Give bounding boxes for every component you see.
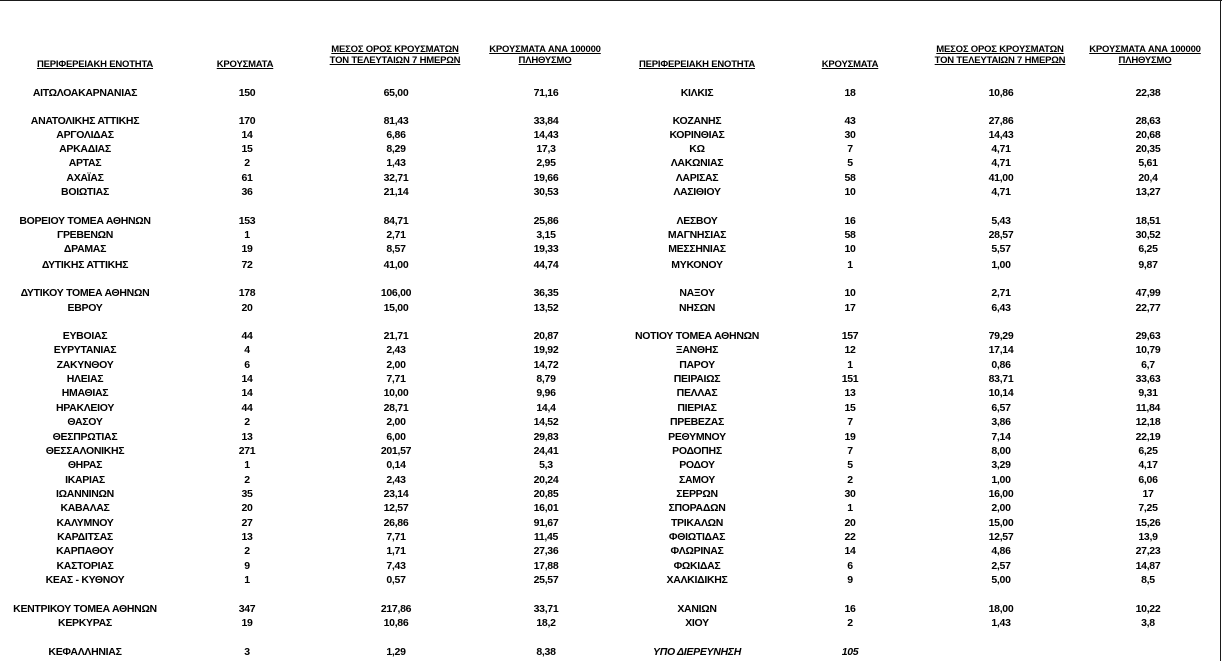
- cell-left-avg7: 41,00: [383, 259, 409, 271]
- cell-right-region: ΝΟΤΙΟΥ ΤΟΜΕΑ ΑΘΗΝΩΝ: [634, 330, 760, 342]
- cell-left-avg7: 26,86: [383, 517, 409, 529]
- cell-left-avg7: 65,00: [383, 87, 409, 99]
- header-per100k-right-line1: ΚΡΟΥΣΜΑΤΑ ΑΝΑ 100000: [1089, 44, 1201, 55]
- cell-right-cases: 157: [841, 330, 859, 342]
- cell-right-cases: 10: [844, 287, 856, 299]
- cell-left-per100k: 17,3: [536, 143, 556, 155]
- cell-right-region: ΦΩΚΙΔΑΣ: [673, 560, 721, 572]
- cell-right-cases: 7: [847, 445, 853, 457]
- cell-left-region: ΒΟΡΕΙΟΥ ΤΟΜΕΑ ΑΘΗΝΩΝ: [19, 215, 151, 227]
- cell-right-avg7: 18,00: [988, 603, 1014, 615]
- cell-right-per100k: 15,26: [1135, 517, 1161, 529]
- cell-right-cases: 5: [847, 459, 853, 471]
- cell-right-per100k: 27,23: [1135, 545, 1161, 557]
- cell-right-per100k: 6,06: [1138, 474, 1158, 486]
- cell-left-cases: 178: [238, 287, 256, 299]
- cell-right-region: ΜΕΣΣΗΝΙΑΣ: [668, 243, 726, 255]
- cell-right-per100k: 10,79: [1135, 344, 1161, 356]
- header-avg7-left: [315, 44, 475, 66]
- cell-right-region: ΚΟΖΑΝΗΣ: [672, 115, 722, 127]
- cell-right-avg7: 10,14: [988, 387, 1014, 399]
- cell-left-region: ΕΥΒΟΙΑΣ: [62, 330, 108, 342]
- cell-right-cases: 43: [844, 115, 856, 127]
- cell-right-per100k: 13,27: [1135, 186, 1161, 198]
- cell-left-per100k: 11,45: [533, 531, 559, 543]
- cell-right-region: ΣΕΡΡΩΝ: [676, 488, 718, 500]
- cell-left-cases: 1: [244, 459, 250, 471]
- cell-left-region: ΑΡΚΑΔΙΑΣ: [59, 143, 111, 155]
- cell-left-per100k: 8,79: [536, 373, 556, 385]
- cell-left-per100k: 33,84: [533, 115, 559, 127]
- cell-right-region: ΛΑΣΙΘΙΟΥ: [673, 186, 721, 198]
- header-avg7-right: [920, 44, 1080, 66]
- cell-right-cases: 14: [844, 545, 856, 557]
- cell-left-per100k: 71,16: [533, 87, 559, 99]
- cell-left-cases: 44: [241, 402, 253, 414]
- cell-right-region: ΜΑΓΝΗΣΙΑΣ: [667, 229, 727, 241]
- cell-left-per100k: 14,52: [533, 416, 559, 428]
- cell-right-avg7: 7,14: [991, 431, 1011, 443]
- cell-right-per100k: 47,99: [1135, 287, 1161, 299]
- cell-right-cases: 10: [844, 186, 856, 198]
- cell-left-cases: 72: [241, 259, 253, 271]
- cell-left-per100k: 19,66: [533, 172, 559, 184]
- cell-right-avg7: 2,71: [991, 287, 1011, 299]
- cell-right-region: ΛΑΚΩΝΙΑΣ: [670, 157, 724, 169]
- cell-right-cases: 2: [847, 617, 853, 629]
- cell-left-avg7: 32,71: [383, 172, 409, 184]
- cell-left-avg7: 21,71: [383, 330, 409, 342]
- cell-right-cases: 1: [847, 502, 853, 514]
- cell-left-per100k: 18,2: [536, 617, 556, 629]
- cell-right-per100k: 14,87: [1135, 560, 1161, 572]
- cell-right-region: ΡΟΔΟΠΗΣ: [672, 445, 722, 457]
- header-region-left: ΠΕΡΙΦΕΡΕΙΑΚΗ ΕΝΟΤΗΤΑ: [36, 59, 154, 70]
- header-avg7-right-line1: ΜΕΣΟΣ ΟΡΟΣ ΚΡΟΥΣΜΑΤΩΝ: [936, 44, 1064, 55]
- cell-right-per100k: 22,19: [1135, 431, 1161, 443]
- cell-left-per100k: 91,67: [533, 517, 559, 529]
- cell-left-avg7: 0,14: [386, 459, 406, 471]
- cell-right-cases: 58: [844, 229, 856, 241]
- cell-right-cases: 13: [844, 387, 856, 399]
- cell-left-region: ΔΡΑΜΑΣ: [63, 243, 107, 255]
- cell-right-avg7: 5,00: [991, 574, 1011, 586]
- cell-left-avg7: 6,00: [386, 431, 406, 443]
- cell-left-cases: 2: [244, 157, 250, 169]
- cell-left-avg7: 23,14: [383, 488, 409, 500]
- cell-left-per100k: 14,72: [533, 359, 559, 371]
- cell-left-avg7: 15,00: [383, 302, 409, 314]
- cell-right-region: ΝΑΞΟΥ: [679, 287, 715, 299]
- cell-left-cases: 170: [238, 115, 256, 127]
- cell-right-per100k: 29,63: [1135, 330, 1161, 342]
- header-per100k-left-line2: ΠΛΗΘΥΣΜΟ: [518, 55, 572, 66]
- cell-left-cases: 1: [244, 574, 250, 586]
- cell-right-avg7: 6,43: [991, 302, 1011, 314]
- cell-left-cases: 14: [241, 387, 253, 399]
- cell-left-avg7: 6,86: [386, 129, 406, 141]
- cell-left-avg7: 2,43: [386, 344, 406, 356]
- cell-left-cases: 2: [244, 474, 250, 486]
- cell-left-per100k: 2,95: [536, 157, 556, 169]
- cell-right-region: ΞΑΝΘΗΣ: [675, 344, 719, 356]
- cell-right-cases: 18: [844, 87, 856, 99]
- cell-left-per100k: 19,92: [533, 344, 559, 356]
- cell-right-per100k: 22,77: [1135, 302, 1161, 314]
- cell-right-cases: 7: [847, 416, 853, 428]
- cell-left-avg7: 217,86: [380, 603, 412, 615]
- cell-right-region: ΠΕΙΡΑΙΩΣ: [673, 373, 721, 385]
- cell-right-region: ΥΠΟ ΔΙΕΡΕΥΝΗΣΗ: [653, 646, 741, 658]
- cell-left-avg7: 1,29: [386, 646, 406, 658]
- cell-left-avg7: 1,43: [386, 157, 406, 169]
- cell-right-region: ΜΥΚΟΝΟΥ: [671, 259, 723, 271]
- cell-right-cases: 105: [841, 646, 859, 658]
- cell-right-region: ΣΠΟΡΑΔΩΝ: [668, 502, 726, 514]
- cell-left-avg7: 81,43: [383, 115, 409, 127]
- cell-right-per100k: 33,63: [1135, 373, 1161, 385]
- cell-left-avg7: 7,43: [386, 560, 406, 572]
- cell-right-cases: 5: [847, 157, 853, 169]
- cell-left-per100k: 20,24: [533, 474, 559, 486]
- cell-right-avg7: 79,29: [988, 330, 1014, 342]
- cell-left-region: ΑΡΤΑΣ: [68, 157, 102, 169]
- cell-left-cases: 271: [238, 445, 256, 457]
- cell-left-region: ΕΥΡΥΤΑΝΙΑΣ: [53, 344, 117, 356]
- header-region-right: ΠΕΡΙΦΕΡΕΙΑΚΗ ΕΝΟΤΗΤΑ: [638, 59, 756, 70]
- cell-left-avg7: 2,00: [386, 359, 406, 371]
- top-border: [0, 0, 1222, 1]
- cell-left-avg7: 28,71: [383, 402, 409, 414]
- cell-right-region: ΠΕΛΛΑΣ: [676, 387, 718, 399]
- cell-left-avg7: 12,57: [383, 502, 409, 514]
- cell-left-region: ΚΑΡΠΑΘΟΥ: [56, 545, 114, 557]
- cell-right-avg7: 3,86: [991, 416, 1011, 428]
- cell-right-region: ΧΙΟΥ: [685, 617, 709, 629]
- cell-right-per100k: 4,17: [1138, 459, 1158, 471]
- cell-left-per100k: 14,4: [536, 402, 556, 414]
- cell-right-avg7: 10,86: [988, 87, 1014, 99]
- cell-right-region: ΦΛΩΡΙΝΑΣ: [670, 545, 724, 557]
- cell-right-per100k: 28,63: [1135, 115, 1161, 127]
- cell-left-per100k: 25,86: [533, 215, 559, 227]
- cell-left-avg7: 1,71: [386, 545, 406, 557]
- cell-right-avg7: 1,00: [991, 474, 1011, 486]
- cell-left-per100k: 5,3: [539, 459, 553, 471]
- cell-left-cases: 19: [241, 617, 253, 629]
- cell-left-cases: 20: [241, 302, 253, 314]
- cell-left-per100k: 29,83: [533, 431, 559, 443]
- cell-left-region: ΗΛΕΙΑΣ: [66, 373, 104, 385]
- cell-left-cases: 13: [241, 531, 253, 543]
- cell-right-cases: 1: [847, 259, 853, 271]
- cell-left-per100k: 25,57: [533, 574, 559, 586]
- cell-left-per100k: 9,96: [536, 387, 556, 399]
- cell-right-avg7: 8,00: [991, 445, 1011, 457]
- header-cases-right: ΚΡΟΥΣΜΑΤΑ: [821, 59, 879, 70]
- header-per100k-right: [1075, 44, 1215, 66]
- cell-right-per100k: 18,51: [1135, 215, 1161, 227]
- cell-right-cases: 22: [844, 531, 856, 543]
- cell-right-region: ΧΑΛΚΙΔΙΚΗΣ: [666, 574, 728, 586]
- cell-right-avg7: 3,29: [991, 459, 1011, 471]
- cell-left-region: ΑΡΓΟΛΙΔΑΣ: [56, 129, 114, 141]
- cell-left-per100k: 14,43: [533, 129, 559, 141]
- cell-right-per100k: 12,18: [1135, 416, 1161, 428]
- cell-left-region: ΔΥΤΙΚΟΥ ΤΟΜΕΑ ΑΘΗΝΩΝ: [20, 287, 150, 299]
- cell-right-cases: 10: [844, 243, 856, 255]
- cell-left-cases: 36: [241, 186, 253, 198]
- cell-right-cases: 2: [847, 474, 853, 486]
- cell-left-per100k: 16,01: [533, 502, 559, 514]
- cell-right-avg7: 4,71: [991, 143, 1011, 155]
- cell-right-avg7: 4,71: [991, 157, 1011, 169]
- cell-left-per100k: 30,53: [533, 186, 559, 198]
- cell-left-avg7: 84,71: [383, 215, 409, 227]
- cell-left-region: ΒΟΙΩΤΙΑΣ: [61, 186, 109, 198]
- cell-right-per100k: 7,25: [1138, 502, 1158, 514]
- cell-left-region: ΘΕΣΠΡΩΤΙΑΣ: [52, 431, 118, 443]
- cell-right-cases: 20: [844, 517, 856, 529]
- cell-left-per100k: 24,41: [533, 445, 559, 457]
- cell-right-cases: 9: [847, 574, 853, 586]
- cell-right-region: ΧΑΝΙΩΝ: [677, 603, 717, 615]
- cell-left-region: ΚΕΝΤΡΙΚΟΥ ΤΟΜΕΑ ΑΘΗΝΩΝ: [13, 603, 157, 615]
- cell-left-region: ΚΑΡΔΙΤΣΑΣ: [57, 531, 113, 543]
- cell-right-region: ΦΘΙΩΤΙΔΑΣ: [668, 531, 726, 543]
- cell-left-per100k: 19,33: [533, 243, 559, 255]
- cell-left-region: ΚΑΒΑΛΑΣ: [60, 502, 110, 514]
- cell-left-region: ΓΡΕΒΕΝΩΝ: [56, 229, 114, 241]
- cell-left-cases: 61: [241, 172, 253, 184]
- cell-left-per100k: 44,74: [533, 259, 559, 271]
- cell-right-region: ΛΑΡΙΣΑΣ: [675, 172, 719, 184]
- cell-right-per100k: 8,5: [1141, 574, 1155, 586]
- cell-right-region: ΚΙΛΚΙΣ: [680, 87, 714, 99]
- cell-left-region: ΗΡΑΚΛΕΙΟΥ: [55, 402, 115, 414]
- header-cases-left: ΚΡΟΥΣΜΑΤΑ: [216, 59, 274, 70]
- cell-right-cases: 15: [844, 402, 856, 414]
- cell-left-region: ΗΜΑΘΙΑΣ: [61, 387, 109, 399]
- cell-right-cases: 19: [844, 431, 856, 443]
- cell-left-avg7: 201,57: [380, 445, 412, 457]
- cell-right-region: ΠΙΕΡΙΑΣ: [677, 402, 717, 414]
- header-per100k-left: [475, 44, 615, 66]
- header-per100k-left-line1: ΚΡΟΥΣΜΑΤΑ ΑΝΑ 100000: [489, 44, 601, 55]
- cell-left-region: ΙΚΑΡΙΑΣ: [65, 474, 105, 486]
- cell-right-per100k: 20,4: [1138, 172, 1158, 184]
- cell-right-avg7: 6,57: [991, 402, 1011, 414]
- cell-right-region: ΝΗΣΩΝ: [679, 302, 715, 314]
- cell-right-region: ΡΕΘΥΜΝΟΥ: [668, 431, 726, 443]
- cell-right-cases: 1: [847, 359, 853, 371]
- cell-left-per100k: 36,35: [533, 287, 559, 299]
- cell-right-per100k: 20,35: [1135, 143, 1161, 155]
- cell-right-per100k: 9,87: [1138, 259, 1158, 271]
- cell-right-cases: 17: [844, 302, 856, 314]
- cell-left-region: ΚΕΑΣ - ΚΥΘΝΟΥ: [45, 574, 125, 586]
- cell-left-per100k: 20,85: [533, 488, 559, 500]
- cell-left-region: ΚΑΣΤΟΡΙΑΣ: [56, 560, 114, 572]
- cell-right-avg7: 0,86: [991, 359, 1011, 371]
- cell-right-cases: 30: [844, 129, 856, 141]
- cell-left-per100k: 17,88: [533, 560, 559, 572]
- cell-left-per100k: 3,15: [536, 229, 556, 241]
- cell-left-cases: 14: [241, 129, 253, 141]
- cell-right-per100k: 13,9: [1138, 531, 1158, 543]
- cell-left-region: ΚΕΦΑΛΛΗΝΙΑΣ: [48, 646, 122, 658]
- cell-left-cases: 19: [241, 243, 253, 255]
- cell-left-cases: 35: [241, 488, 253, 500]
- cell-right-per100k: 17: [1142, 488, 1154, 500]
- cell-right-avg7: 83,71: [988, 373, 1014, 385]
- cell-left-avg7: 7,71: [386, 531, 406, 543]
- cell-right-region: ΤΡΙΚΑΛΩΝ: [670, 517, 724, 529]
- cell-right-avg7: 41,00: [988, 172, 1014, 184]
- cell-left-avg7: 0,57: [386, 574, 406, 586]
- cell-right-avg7: 2,00: [991, 502, 1011, 514]
- cell-right-cases: 151: [841, 373, 859, 385]
- cell-left-avg7: 7,71: [386, 373, 406, 385]
- cell-right-avg7: 4,71: [991, 186, 1011, 198]
- cell-left-cases: 1: [244, 229, 250, 241]
- cell-right-region: ΠΑΡΟΥ: [679, 359, 715, 371]
- cell-left-cases: 44: [241, 330, 253, 342]
- cell-right-cases: 16: [844, 215, 856, 227]
- header-avg7-left-line2: ΤΟΝ ΤΕΛΕΥΤΑΙΩΝ 7 ΗΜΕΡΩΝ: [329, 55, 461, 66]
- cell-right-avg7: 2,57: [991, 560, 1011, 572]
- cell-right-avg7: 27,86: [988, 115, 1014, 127]
- cell-left-region: ΚΕΡΚΥΡΑΣ: [58, 617, 112, 629]
- cell-left-per100k: 8,38: [536, 646, 556, 658]
- cell-left-cases: 150: [238, 87, 256, 99]
- cell-right-cases: 30: [844, 488, 856, 500]
- cell-right-per100k: 3,8: [1141, 617, 1155, 629]
- cell-right-cases: 6: [847, 560, 853, 572]
- cell-right-avg7: 1,00: [991, 259, 1011, 271]
- cell-right-cases: 7: [847, 143, 853, 155]
- cell-right-cases: 16: [844, 603, 856, 615]
- cell-left-cases: 9: [244, 560, 250, 572]
- cell-right-per100k: 30,52: [1135, 229, 1161, 241]
- cell-right-region: ΚΟΡΙΝΘΙΑΣ: [669, 129, 725, 141]
- cell-right-per100k: 10,22: [1135, 603, 1161, 615]
- cell-left-avg7: 10,00: [383, 387, 409, 399]
- cell-left-per100k: 20,87: [533, 330, 559, 342]
- cell-right-avg7: 5,57: [991, 243, 1011, 255]
- cell-left-region: ΑΝΑΤΟΛΙΚΗΣ ΑΤΤΙΚΗΣ: [30, 115, 140, 127]
- cell-left-avg7: 21,14: [383, 186, 409, 198]
- cell-right-cases: 12: [844, 344, 856, 356]
- right-border: [1220, 0, 1221, 661]
- cell-right-per100k: 6,25: [1138, 445, 1158, 457]
- cell-left-region: ΘΕΣΣΑΛΟΝΙΚΗΣ: [45, 445, 125, 457]
- cell-right-per100k: 9,31: [1138, 387, 1158, 399]
- cell-left-cases: 14: [241, 373, 253, 385]
- cell-right-per100k: 20,68: [1135, 129, 1161, 141]
- cell-left-cases: 15: [241, 143, 253, 155]
- header-avg7-left-line1: ΜΕΣΟΣ ΟΡΟΣ ΚΡΟΥΣΜΑΤΩΝ: [331, 44, 459, 55]
- cell-left-cases: 3: [244, 646, 250, 658]
- cell-left-region: ΑΧΑΪΑΣ: [66, 172, 104, 184]
- cell-right-region: ΚΩ: [689, 143, 705, 155]
- header-avg7-right-line2: ΤΟΝ ΤΕΛΕΥΤΑΙΩΝ 7 ΗΜΕΡΩΝ: [934, 55, 1066, 66]
- cell-left-avg7: 8,57: [386, 243, 406, 255]
- cell-left-cases: 2: [244, 416, 250, 428]
- cell-right-region: ΣΑΜΟΥ: [678, 474, 715, 486]
- cell-right-region: ΠΡΕΒΕΖΑΣ: [669, 416, 725, 428]
- cell-left-cases: 347: [238, 603, 256, 615]
- cell-left-cases: 4: [244, 344, 250, 356]
- cell-right-avg7: 4,86: [991, 545, 1011, 557]
- cell-left-per100k: 13,52: [533, 302, 559, 314]
- cell-left-region: ΙΩΑΝΝΙΝΩΝ: [56, 488, 114, 500]
- cell-right-avg7: 16,00: [988, 488, 1014, 500]
- cell-left-region: ΘΗΡΑΣ: [67, 459, 103, 471]
- cell-left-region: ΘΑΣΟΥ: [67, 416, 103, 428]
- cell-right-avg7: 15,00: [988, 517, 1014, 529]
- cell-left-avg7: 106,00: [380, 287, 412, 299]
- cell-right-cases: 58: [844, 172, 856, 184]
- cell-right-avg7: 1,43: [991, 617, 1011, 629]
- cell-right-per100k: 11,84: [1135, 402, 1161, 414]
- cell-left-avg7: 2,00: [386, 416, 406, 428]
- cell-left-cases: 2: [244, 545, 250, 557]
- cell-right-region: ΡΟΔΟΥ: [679, 459, 715, 471]
- cell-left-cases: 6: [244, 359, 250, 371]
- header-per100k-right-line2: ΠΛΗΘΥΣΜΟ: [1118, 55, 1172, 66]
- cell-right-per100k: 5,61: [1138, 157, 1158, 169]
- cell-right-region: ΛΕΣΒΟΥ: [676, 215, 718, 227]
- cell-left-cases: 13: [241, 431, 253, 443]
- cell-right-avg7: 17,14: [988, 344, 1014, 356]
- cell-left-region: ΖΑΚΥΝΘΟΥ: [56, 359, 114, 371]
- cell-left-avg7: 10,86: [383, 617, 409, 629]
- cell-right-per100k: 6,25: [1138, 243, 1158, 255]
- cell-right-per100k: 6,7: [1141, 359, 1155, 371]
- cell-left-region: ΔΥΤΙΚΗΣ ΑΤΤΙΚΗΣ: [41, 259, 129, 271]
- cell-right-avg7: 5,43: [991, 215, 1011, 227]
- cell-left-region: ΑΙΤΩΛΟΑΚΑΡΝΑΝΙΑΣ: [32, 87, 138, 99]
- cell-right-per100k: 22,38: [1135, 87, 1161, 99]
- cell-right-avg7: 14,43: [988, 129, 1014, 141]
- cell-right-avg7: 28,57: [988, 229, 1014, 241]
- cell-left-avg7: 8,29: [386, 143, 406, 155]
- cell-left-avg7: 2,43: [386, 474, 406, 486]
- cell-left-region: ΕΒΡΟΥ: [67, 302, 103, 314]
- cell-left-per100k: 27,36: [533, 545, 559, 557]
- cell-left-cases: 153: [238, 215, 256, 227]
- cell-left-cases: 20: [241, 502, 253, 514]
- cell-left-region: ΚΑΛΥΜΝΟΥ: [56, 517, 114, 529]
- cell-right-avg7: 12,57: [988, 531, 1014, 543]
- cell-left-cases: 27: [241, 517, 253, 529]
- cell-left-avg7: 2,71: [386, 229, 406, 241]
- cell-left-per100k: 33,71: [533, 603, 559, 615]
